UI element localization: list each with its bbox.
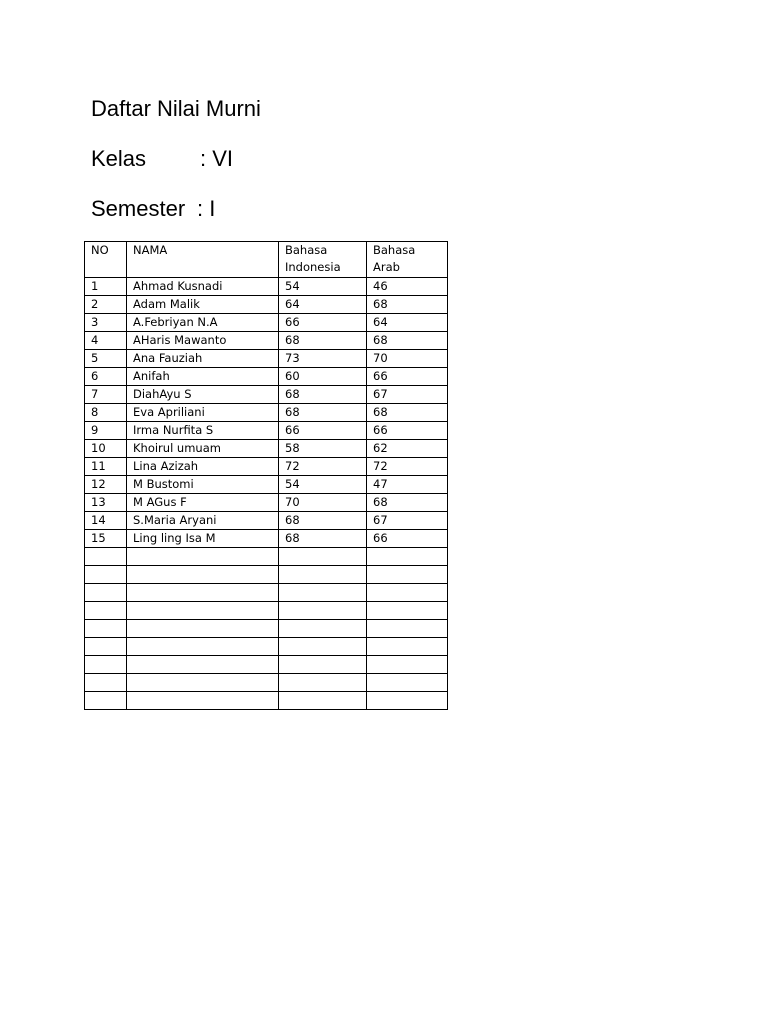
empty-table-row — [85, 584, 448, 602]
cell-bahasa-indonesia: 68 — [279, 386, 367, 404]
cell-no: 14 — [85, 512, 127, 530]
cell-bahasa-indonesia: 60 — [279, 368, 367, 386]
column-header-bahasa-indonesia-line1: Bahasa — [285, 243, 328, 257]
cell-no: 7 — [85, 386, 127, 404]
empty-table-row — [85, 548, 448, 566]
table-header-row — [85, 242, 448, 278]
cell-no: 13 — [85, 494, 127, 512]
empty-cell — [367, 674, 448, 692]
cell-bahasa-arab: 66 — [367, 422, 448, 440]
empty-cell — [127, 548, 279, 566]
cell-bahasa-indonesia: 54 — [279, 278, 367, 296]
empty-cell — [127, 584, 279, 602]
table-row — [85, 386, 448, 404]
table-row — [85, 350, 448, 368]
empty-cell — [85, 638, 127, 656]
cell-bahasa-arab: 66 — [367, 530, 448, 548]
cell-bahasa-indonesia: 68 — [279, 404, 367, 422]
table-row — [85, 512, 448, 530]
table-row — [85, 494, 448, 512]
cell-nama: Ana Fauziah — [127, 350, 279, 368]
cell-bahasa-indonesia: 66 — [279, 314, 367, 332]
table-row — [85, 404, 448, 422]
cell-bahasa-indonesia: 68 — [279, 530, 367, 548]
column-header-bahasa-arab-line1: Bahasa — [373, 243, 416, 257]
cell-no: 4 — [85, 332, 127, 350]
column-header-bahasa-indonesia — [279, 242, 367, 278]
empty-table-row — [85, 620, 448, 638]
cell-bahasa-arab: 68 — [367, 494, 448, 512]
empty-table-row — [85, 692, 448, 710]
cell-bahasa-arab: 68 — [367, 296, 448, 314]
cell-nama: Lina Azizah — [127, 458, 279, 476]
empty-cell — [279, 620, 367, 638]
cell-bahasa-indonesia: 66 — [279, 422, 367, 440]
cell-nama: Anifah — [127, 368, 279, 386]
kelas-value: : VI — [200, 146, 234, 171]
empty-cell — [279, 656, 367, 674]
cell-no: 5 — [85, 350, 127, 368]
empty-cell — [367, 638, 448, 656]
empty-cell — [367, 656, 448, 674]
cell-no: 8 — [85, 404, 127, 422]
table-row — [85, 440, 448, 458]
empty-table-row — [85, 674, 448, 692]
empty-table-row — [85, 638, 448, 656]
empty-cell — [279, 692, 367, 710]
cell-nama: Ahmad Kusnadi — [127, 278, 279, 296]
column-header-nama: NAMA — [127, 242, 279, 278]
empty-cell — [127, 602, 279, 620]
table-row — [85, 458, 448, 476]
table-row — [85, 530, 448, 548]
semester-label: Semester — [91, 196, 186, 221]
empty-cell — [85, 692, 127, 710]
empty-cell — [367, 602, 448, 620]
cell-bahasa-indonesia: 54 — [279, 476, 367, 494]
empty-table-row — [85, 656, 448, 674]
column-header-bahasa-indonesia-line2: Indonesia — [285, 260, 341, 274]
empty-cell — [85, 620, 127, 638]
semester-line — [91, 196, 215, 222]
cell-bahasa-indonesia: 73 — [279, 350, 367, 368]
cell-no: 3 — [85, 314, 127, 332]
column-header-bahasa-arab-line2: Arab — [373, 260, 400, 274]
empty-table-row — [85, 566, 448, 584]
empty-cell — [279, 584, 367, 602]
empty-cell — [85, 548, 127, 566]
cell-bahasa-indonesia: 58 — [279, 440, 367, 458]
cell-nama: S.Maria Aryani — [127, 512, 279, 530]
cell-bahasa-arab: 64 — [367, 314, 448, 332]
empty-cell — [127, 620, 279, 638]
cell-bahasa-arab: 67 — [367, 512, 448, 530]
empty-cell — [279, 602, 367, 620]
empty-cell — [127, 674, 279, 692]
empty-table-row — [85, 602, 448, 620]
cell-nama: DiahAyu S — [127, 386, 279, 404]
cell-nama: A.Febriyan N.A — [127, 314, 279, 332]
empty-cell — [367, 584, 448, 602]
table-body — [85, 278, 448, 710]
cell-nama: Ling ling Isa M — [127, 530, 279, 548]
cell-bahasa-arab: 66 — [367, 368, 448, 386]
cell-nama: Khoirul umuam — [127, 440, 279, 458]
empty-cell — [279, 566, 367, 584]
cell-nama: Eva Apriliani — [127, 404, 279, 422]
empty-cell — [367, 566, 448, 584]
cell-bahasa-arab: 68 — [367, 332, 448, 350]
grades-table — [84, 241, 448, 710]
table-row — [85, 296, 448, 314]
column-header-bahasa-arab — [367, 242, 448, 278]
cell-bahasa-indonesia: 68 — [279, 512, 367, 530]
cell-bahasa-arab: 70 — [367, 350, 448, 368]
empty-cell — [279, 638, 367, 656]
table-row — [85, 476, 448, 494]
empty-cell — [367, 548, 448, 566]
cell-bahasa-indonesia: 72 — [279, 458, 367, 476]
cell-bahasa-indonesia: 70 — [279, 494, 367, 512]
empty-cell — [279, 674, 367, 692]
document-title: Daftar Nilai Murni — [91, 96, 261, 121]
table-row — [85, 368, 448, 386]
empty-cell — [367, 692, 448, 710]
cell-no: 9 — [85, 422, 127, 440]
cell-nama: AHaris Mawanto — [127, 332, 279, 350]
cell-no: 10 — [85, 440, 127, 458]
empty-cell — [85, 656, 127, 674]
empty-cell — [85, 584, 127, 602]
empty-cell — [127, 656, 279, 674]
kelas-label: Kelas — [91, 146, 147, 171]
cell-no: 6 — [85, 368, 127, 386]
cell-no: 1 — [85, 278, 127, 296]
cell-bahasa-arab: 72 — [367, 458, 448, 476]
cell-no: 11 — [85, 458, 127, 476]
table-row — [85, 278, 448, 296]
cell-nama: Adam Malik — [127, 296, 279, 314]
empty-cell — [127, 692, 279, 710]
cell-no: 12 — [85, 476, 127, 494]
cell-nama: Irma Nurfita S — [127, 422, 279, 440]
table-row — [85, 422, 448, 440]
table-row — [85, 314, 448, 332]
empty-cell — [279, 548, 367, 566]
cell-no: 2 — [85, 296, 127, 314]
cell-bahasa-indonesia: 68 — [279, 332, 367, 350]
cell-no: 15 — [85, 530, 127, 548]
cell-bahasa-arab: 47 — [367, 476, 448, 494]
cell-bahasa-indonesia: 64 — [279, 296, 367, 314]
table-row — [85, 332, 448, 350]
empty-cell — [85, 566, 127, 584]
cell-bahasa-arab: 46 — [367, 278, 448, 296]
empty-cell — [367, 620, 448, 638]
cell-bahasa-arab: 67 — [367, 386, 448, 404]
cell-bahasa-arab: 68 — [367, 404, 448, 422]
cell-nama: M AGus F — [127, 494, 279, 512]
semester-value: : I — [197, 196, 216, 221]
empty-cell — [127, 638, 279, 656]
kelas-line — [91, 146, 233, 172]
cell-bahasa-arab: 62 — [367, 440, 448, 458]
empty-cell — [127, 566, 279, 584]
empty-cell — [85, 602, 127, 620]
empty-cell — [85, 674, 127, 692]
column-header-no: NO — [85, 242, 127, 278]
cell-nama: M Bustomi — [127, 476, 279, 494]
